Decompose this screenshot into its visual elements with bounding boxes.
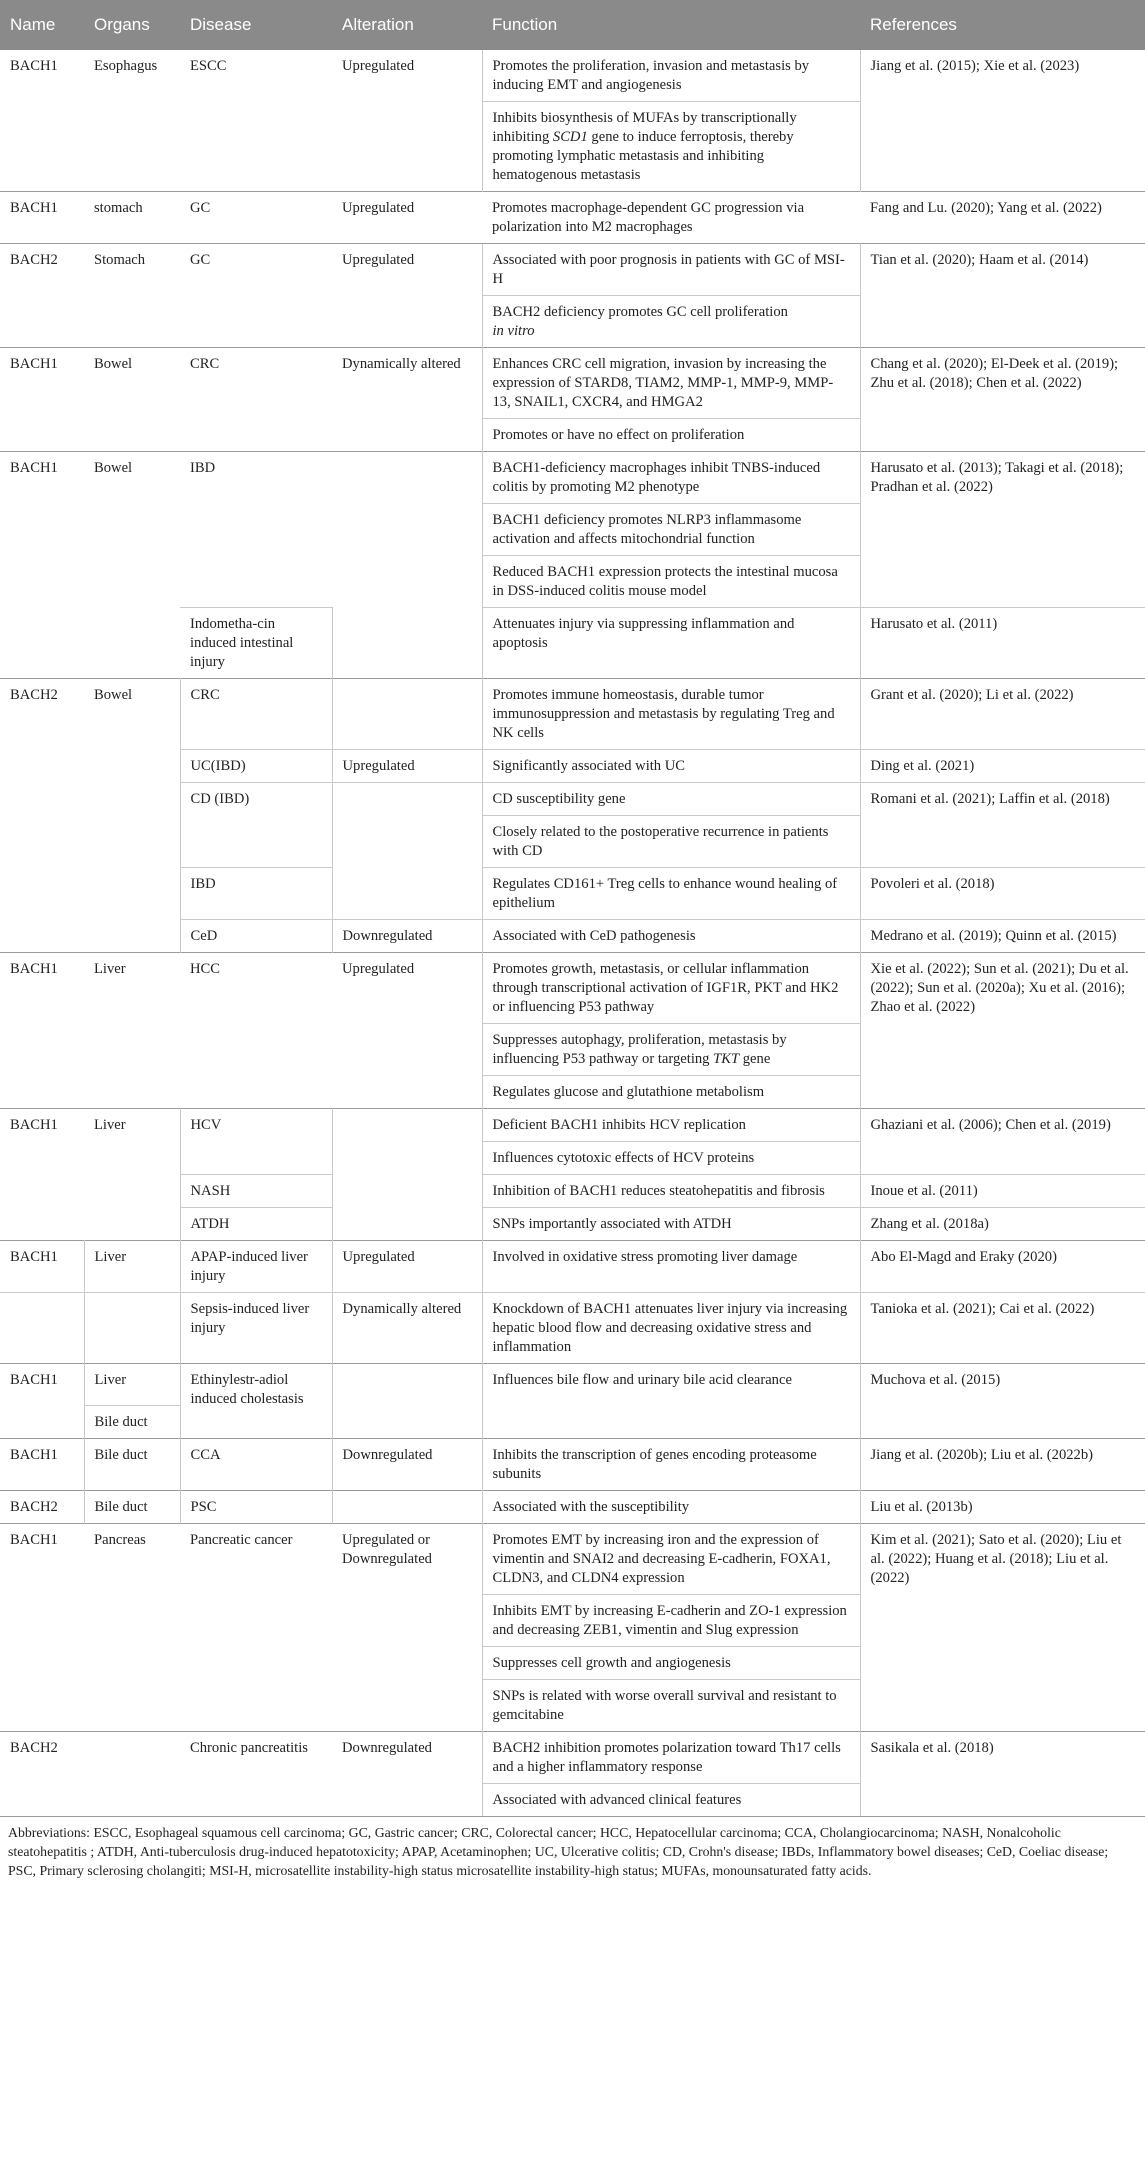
cell-function: Enhances CRC cell migration, invasion by increasing the expression of STARD8, TIAM2, MMP-1, MMP-9, MMP-13, SNAIL1, CXCR4, and HMGA2 xyxy=(482,348,860,419)
cell-disease: HCC xyxy=(180,953,332,1109)
cell-disease: Sepsis-induced liver injury xyxy=(180,1293,332,1364)
cell-function: CD susceptibility gene xyxy=(482,783,860,816)
header-organs: Organs xyxy=(84,0,180,50)
table-row xyxy=(0,192,1145,244)
cell-function: Inhibits biosynthesis of MUFAs by transcriptionally inhibiting SCD1 gene to induce ferroptosis, thereby promoting lymphatic metastasis and inhibiting hematogenous metastasis xyxy=(482,102,860,192)
cell-function: Suppresses autophagy, proliferation, metastasis by influencing P53 pathway or targeting TKT gene xyxy=(482,1024,860,1076)
cell-function: Regulates glucose and glutathione metabolism xyxy=(482,1076,860,1109)
cell-alteration: Upregulated xyxy=(332,244,482,348)
cell-disease: GC xyxy=(180,192,332,244)
cell-name: BACH2 xyxy=(0,679,84,953)
cell-function: Associated with poor prognosis in patients with GC of MSI-H xyxy=(482,244,860,296)
table-row xyxy=(0,1293,1145,1364)
cell-name: BACH2 xyxy=(0,244,84,348)
cell-reference: Tian et al. (2020); Haam et al. (2014) xyxy=(860,244,1145,348)
cell-disease: CRC xyxy=(180,679,332,750)
table-row xyxy=(0,1732,1145,1784)
cell-organ: Bile duct xyxy=(84,1439,180,1491)
cell-disease: IBD xyxy=(180,452,332,608)
cell-organ: Liver xyxy=(84,1109,180,1241)
cell-organ: Bowel xyxy=(84,452,180,679)
cell-disease: APAP-induced liver injury xyxy=(180,1241,332,1293)
cell-function: Involved in oxidative stress promoting liver damage xyxy=(482,1241,860,1293)
cell-name: BACH1 xyxy=(0,953,84,1109)
cell-function: Reduced BACH1 expression protects the intestinal mucosa in DSS-induced colitis mouse model xyxy=(482,556,860,608)
cell-function: Promotes or have no effect on proliferation xyxy=(482,419,860,452)
cell-function: SNPs is related with worse overall survival and resistant to gemcitabine xyxy=(482,1680,860,1732)
cell-organ: Liver xyxy=(84,953,180,1109)
cell-alteration: Upregulated xyxy=(332,1241,482,1293)
cell-alteration xyxy=(332,679,482,750)
cell-disease: HCV xyxy=(180,1109,332,1175)
cell-function: Associated with advanced clinical features xyxy=(482,1784,860,1817)
cell-organ: Esophagus xyxy=(94,58,158,74)
cell-function: SNPs importantly associated with ATDH xyxy=(482,1208,860,1241)
cell-alteration xyxy=(332,1109,482,1241)
cell-reference: Jiang et al. (2015); Xie et al. (2023) xyxy=(870,58,1080,74)
cell-disease: ESCC xyxy=(190,58,227,74)
cell-function: Associated with the susceptibility xyxy=(482,1491,860,1524)
cell-name: BACH1 xyxy=(0,452,84,679)
cell-function: BACH2 deficiency promotes GC cell proliferation in vitro xyxy=(482,296,860,348)
cell-function: Promotes the proliferation, invasion and metastasis by inducing EMT and angiogenesis xyxy=(482,50,860,102)
cell-reference: Sasikala et al. (2018) xyxy=(860,1732,1145,1817)
cell-name: BACH1 xyxy=(0,1109,84,1241)
cell-function: Associated with CeD pathogenesis xyxy=(482,920,860,953)
cell-function: Inhibits the transcription of genes encoding proteasome subunits xyxy=(482,1439,860,1491)
header-references: References xyxy=(860,0,1145,50)
cell-function: Deficient BACH1 inhibits HCV replication xyxy=(482,1109,860,1142)
cell-reference: Ghaziani et al. (2006); Chen et al. (2019) xyxy=(860,1109,1145,1175)
cell-reference: Harusato et al. (2011) xyxy=(860,608,1145,679)
cell-function: Closely related to the postoperative recurrence in patients with CD xyxy=(482,816,860,868)
cell-name xyxy=(0,1293,84,1364)
cell-function: Inhibits EMT by increasing E-cadherin and ZO-1 expression and decreasing ZEB1, vimentin and Slug expression xyxy=(482,1595,860,1647)
cell-organ: Liver xyxy=(84,1364,180,1406)
table-row xyxy=(0,1491,1145,1524)
cell-organ xyxy=(84,1293,180,1364)
cell-alteration: Upregulated xyxy=(332,192,482,244)
table-row xyxy=(0,1439,1145,1491)
table-row xyxy=(0,50,1145,102)
cell-function: Knockdown of BACH1 attenuates liver injury via increasing hepatic blood flow and decreasing oxidative stress and inflammation xyxy=(482,1293,860,1364)
cell-organ: Bile duct xyxy=(84,1406,180,1439)
cell-alteration xyxy=(332,452,482,679)
cell-function: Regulates CD161+ Treg cells to enhance wound healing of epithelium xyxy=(482,868,860,920)
cell-reference: Abo El-Magd and Eraky (2020) xyxy=(860,1241,1145,1293)
cell-name: BACH1 xyxy=(10,58,58,74)
header-function: Function xyxy=(482,0,860,50)
cell-alteration: Upregulated xyxy=(342,58,415,74)
cell-reference: Liu et al. (2013b) xyxy=(860,1491,1145,1524)
cell-alteration: Upregulated xyxy=(332,953,482,1109)
cell-name: BACH1 xyxy=(0,348,84,452)
cell-reference: Ding et al. (2021) xyxy=(860,750,1145,783)
header-alteration: Alteration xyxy=(332,0,482,50)
cell-disease: Ethinylestr-adiol induced cholestasis xyxy=(180,1364,332,1439)
cell-reference: Xie et al. (2022); Sun et al. (2021); Du et al. (2022); Sun et al. (2020a); Xu et al. (2016); Zhao et al. (2022) xyxy=(860,953,1145,1109)
cell-disease: GC xyxy=(180,244,332,348)
cell-function: Influences cytotoxic effects of HCV proteins xyxy=(482,1142,860,1175)
table-row xyxy=(0,244,1145,296)
cell-organ: Liver xyxy=(84,1241,180,1293)
header-name: Name xyxy=(0,0,84,50)
cell-disease: Chronic pancreatitis xyxy=(180,1732,332,1817)
table-row xyxy=(0,1524,1145,1595)
header-disease: Disease xyxy=(180,0,332,50)
cell-name: BACH1 xyxy=(0,1364,84,1439)
header-row xyxy=(0,0,1145,50)
cell-function: Inhibition of BACH1 reduces steatohepatitis and fibrosis xyxy=(482,1175,860,1208)
cell-alteration: Dynamically altered xyxy=(332,348,482,452)
cell-function: Attenuates injury via suppressing inflammation and apoptosis xyxy=(482,608,860,679)
table-row xyxy=(0,1109,1145,1142)
cell-function: BACH2 inhibition promotes polarization toward Th17 cells and a higher inflammatory response xyxy=(482,1732,860,1784)
cell-function: Promotes macrophage-dependent GC progression via polarization into M2 macrophages xyxy=(482,192,860,244)
cell-reference: Zhang et al. (2018a) xyxy=(860,1208,1145,1241)
cell-organ: Bile duct xyxy=(84,1491,180,1524)
cell-name: BACH1 xyxy=(0,1439,84,1491)
table-row xyxy=(0,953,1145,1024)
abbreviations-footnote: Abbreviations: ESCC, Esophageal squamous cell carcinoma; GC, Gastric cancer; CRC, Colorectal cancer; HCC, Hepatocellular carcinoma; CCA, Cholangiocarcinoma; NASH, Nonalcoholic steatohepatitis ; ATDH, Anti-tuberculosis drug-induced hepatotoxicity; APAP, Acetaminophen; UC, Ulcerative colitis; CD, Crohn's disease; IBDs, Inflammatory bowel diseases; CeD, Coeliac disease; PSC, Primary sclerosing cholangiti; MSI-H, microsatellite instability-high status microsatellite instability-high status; MUFAs, monounsaturated fatty acids. xyxy=(0,1816,1145,1880)
cell-reference: Chang et al. (2020); El-Deek et al. (2019); Zhu et al. (2018); Chen et al. (2022) xyxy=(860,348,1145,452)
table-row xyxy=(0,348,1145,419)
cell-disease: Indometha-cin induced intestinal injury xyxy=(180,608,332,679)
cell-function: Suppresses cell growth and angiogenesis xyxy=(482,1647,860,1680)
table-row xyxy=(0,1364,1145,1406)
cell-reference: Medrano et al. (2019); Quinn et al. (2015) xyxy=(860,920,1145,953)
cell-disease: CeD xyxy=(180,920,332,953)
cell-disease: ATDH xyxy=(180,1208,332,1241)
cell-alteration: Upregulated or Downregulated xyxy=(332,1524,482,1732)
cell-disease: UC(IBD) xyxy=(180,750,332,783)
cell-alteration xyxy=(332,783,482,920)
cell-alteration xyxy=(332,1364,482,1439)
cell-reference: Romani et al. (2021); Laffin et al. (2018) xyxy=(860,783,1145,868)
cell-organ: Pancreas xyxy=(84,1524,180,1732)
cell-function: BACH1 deficiency promotes NLRP3 inflammasome activation and affects mitochondrial function xyxy=(482,504,860,556)
cell-reference: Jiang et al. (2020b); Liu et al. (2022b) xyxy=(860,1439,1145,1491)
cell-alteration: Downregulated xyxy=(332,920,482,953)
cell-disease: PSC xyxy=(180,1491,332,1524)
cell-reference: Fang and Lu. (2020); Yang et al. (2022) xyxy=(860,192,1145,244)
cell-name: BACH1 xyxy=(0,192,84,244)
cell-organ: Bowel xyxy=(84,679,180,953)
cell-function: Promotes EMT by increasing iron and the expression of vimentin and SNAI2 and decreasing E-cadherin, FOXA1, CLDN3, and CLDN4 expression xyxy=(482,1524,860,1595)
cell-reference: Grant et al. (2020); Li et al. (2022) xyxy=(860,679,1145,750)
table-row xyxy=(0,679,1145,750)
cell-disease: CRC xyxy=(180,348,332,452)
table-row xyxy=(0,452,1145,504)
cell-organ: Stomach xyxy=(84,244,180,348)
cell-reference: Povoleri et al. (2018) xyxy=(860,868,1145,920)
cell-alteration: Downregulated xyxy=(332,1439,482,1491)
cell-function: Significantly associated with UC xyxy=(482,750,860,783)
cell-disease: NASH xyxy=(180,1175,332,1208)
cell-function: Promotes growth, metastasis, or cellular inflammation through transcriptional activation of IGF1R, PKT and HK2 or influencing P53 pathway xyxy=(482,953,860,1024)
table-row xyxy=(0,1241,1145,1293)
cell-function: BACH1-deficiency macrophages inhibit TNBS-induced colitis by promoting M2 phenotype xyxy=(482,452,860,504)
cell-name: BACH1 xyxy=(0,1241,84,1293)
cell-reference: Muchova et al. (2015) xyxy=(860,1364,1145,1439)
cell-reference: Kim et al. (2021); Sato et al. (2020); Liu et al. (2022); Huang et al. (2018); Liu et al. (2022) xyxy=(860,1524,1145,1732)
cell-reference: Inoue et al. (2011) xyxy=(860,1175,1145,1208)
cell-reference: Tanioka et al. (2021); Cai et al. (2022) xyxy=(860,1293,1145,1364)
cell-function: Influences bile flow and urinary bile acid clearance xyxy=(482,1364,860,1439)
cell-disease: IBD xyxy=(180,868,332,920)
cell-alteration: Downregulated xyxy=(332,1732,482,1817)
cell-name: BACH1 xyxy=(0,1524,84,1732)
cell-name: BACH2 xyxy=(0,1491,84,1524)
cell-function: Promotes immune homeostasis, durable tumor immunosuppression and metastasis by regulating Treg and NK cells xyxy=(482,679,860,750)
cell-organ xyxy=(84,1732,180,1817)
cell-name: BACH2 xyxy=(0,1732,84,1817)
cell-alteration: Dynamically altered xyxy=(332,1293,482,1364)
cell-reference: Harusato et al. (2013); Takagi et al. (2018); Pradhan et al. (2022) xyxy=(860,452,1145,608)
cell-disease: CCA xyxy=(180,1439,332,1491)
cell-disease: Pancreatic cancer xyxy=(180,1524,332,1732)
cell-organ: stomach xyxy=(84,192,180,244)
cell-organ: Bowel xyxy=(84,348,180,452)
cell-disease: CD (IBD) xyxy=(180,783,332,868)
cell-alteration: Upregulated xyxy=(332,750,482,783)
cell-alteration xyxy=(332,1491,482,1524)
